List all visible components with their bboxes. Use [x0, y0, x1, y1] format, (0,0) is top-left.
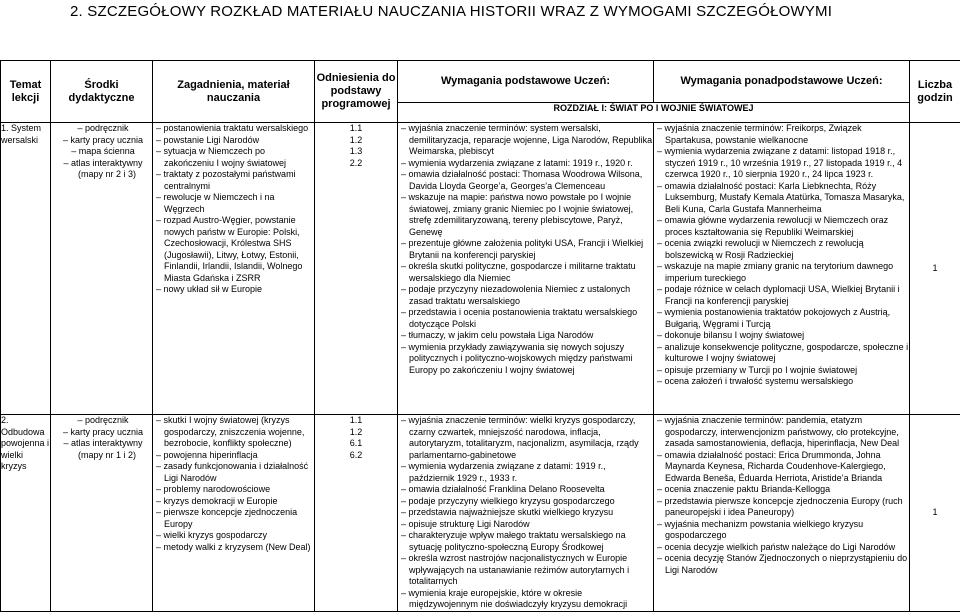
- header-basic: Wymagania podstawowe Uczeń:: [398, 61, 654, 103]
- teaching-aids: [51, 415, 153, 612]
- requirement-item: – dokonuje bilansu I wojny światowej: [654, 330, 909, 342]
- issue-item: – kryzys demokracji w Europie: [153, 496, 314, 508]
- requirement-item: – opisuje strukturę Ligi Narodów: [398, 519, 653, 531]
- requirement-item: – omawia działalność postaci: Erica Drummonda, Johna Maynarda Keynesa, Richarda Coudenhove-Kalergiego, Edwarda Beneša, Éduarda Herriota, Aristide’a Brianda: [654, 450, 909, 485]
- requirement-item: – wskazuje na mapie zmiany granic na terytorium dawnego imperium tureckiego: [654, 261, 909, 284]
- aid-item: – mapa ścienna: [51, 146, 152, 158]
- requirement-item: – przedstawia i ocenia postanowienia traktatu wersalskiego dotyczące Polski: [398, 307, 653, 330]
- header-topic: Temat lekcji: [1, 61, 51, 123]
- requirement-item: – wyjaśnia mechanizm powstania wielkiego kryzysu gospodarczego: [654, 519, 909, 542]
- table-row: [1, 123, 960, 415]
- requirement-item: – omawia działalność Franklina Delano Roosevelta: [398, 484, 653, 496]
- issue-item: – wielki kryzys gospodarczy: [153, 530, 314, 542]
- requirement-item: – podaje różnice w celach dyplomacji USA, Wielkiej Brytanii i Francji na konferencji paryskiej: [654, 284, 909, 307]
- issue-item: – powstanie Ligi Narodów: [153, 135, 314, 147]
- requirement-item: – ocena założeń i trwałość systemu wersalskiego: [654, 376, 909, 388]
- aid-item: – atlas interaktywny (mapy nr 2 i 3): [51, 158, 152, 181]
- requirement-item: – opisuje przemiany w Turcji po I wojnie światowej: [654, 365, 909, 377]
- issue-item: – skutki I wojny światowej (kryzys gospodarczy, zniszczenia wojenne, bezrobocie, konflikty społeczne): [153, 415, 314, 450]
- ref-item: 1.2: [315, 135, 397, 147]
- header-issues: Zagadnienia, materiał nauczania: [153, 61, 315, 123]
- requirement-item: – wymienia wydarzenia związane z datami: 1919 r., październik 1929 r., 1933 r.: [398, 461, 653, 484]
- basic-requirements: [398, 415, 654, 612]
- issue-item: – rozpad Austro-Węgier, powstanie nowych państw w Europie: Polski, Czechosłowacji, Królestwa SHS (Jugosławii), Litwy, Łotwy, Estonii, Finlandii, Irlandii, Islandii, Wolnego Miasta Gdańska i ZSRR: [153, 215, 314, 284]
- requirement-item: – podaje przyczyny wielkiego kryzysu gospodarczego: [398, 496, 653, 508]
- hours-count: 1: [910, 123, 960, 415]
- hours-count: 1: [910, 415, 960, 612]
- issue-item: – metody walki z kryzysem (New Deal): [153, 542, 314, 554]
- ref-item: 1.2: [315, 427, 397, 439]
- requirement-item: – omawia działalność postaci: Karla Liebknechta, Róży Luksemburg, Mustafy Kemala Atatürka, Tomasza Masaryka, Beli Kuna, Carla Gustafa Mannerheima: [654, 181, 909, 216]
- issue-item: – traktaty z pozostałymi państwami centralnymi: [153, 169, 314, 192]
- ref-item: 1.3: [315, 146, 397, 158]
- issue-item: – pierwsze koncepcje zjednoczenia Europy: [153, 507, 314, 530]
- issue-item: – rewolucje w Niemczech i na Węgrzech: [153, 192, 314, 215]
- requirement-item: – charakteryzuje wpływ małego traktatu wersalskiego na sytuację polityczno-społeczną Europy Środkowej: [398, 530, 653, 553]
- curriculum-refs: [315, 123, 398, 415]
- lesson-topic: 1. System wersalski: [1, 123, 51, 415]
- ref-item: 1.1: [315, 123, 397, 135]
- issue-item: – powojenna hiperinflacja: [153, 450, 314, 462]
- ref-item: 1.1: [315, 415, 397, 427]
- requirement-item: – omawia działalność postaci: Thomasa Woodrowa Wilsona, Davida Lloyda George’a, Georges’a Clemenceau: [398, 169, 653, 192]
- requirement-item: – wskazuje na mapie: państwa nowo powstałe po I wojnie światowej, zmiany granic Niemiec po I wojnie światowej, strefę zdemilitaryzowaną, tereny plebiscytowe, Paryż, Genewę: [398, 192, 653, 238]
- aid-item: – karty pracy ucznia: [51, 135, 152, 147]
- header-aids: Środki dydaktyczne: [51, 61, 153, 123]
- requirement-item: – wymienia postanowienia traktatów pokojowych z Austrią, Bułgarią, Węgrami i Turcją: [654, 307, 909, 330]
- advanced-requirements: [654, 123, 910, 415]
- issue-item: – problemy narodowościowe: [153, 484, 314, 496]
- aid-item: – atlas interaktywny (mapy nr 1 i 2): [51, 438, 152, 461]
- header-row: [1, 61, 960, 103]
- requirement-item: – tłumaczy, w jakim celu powstała Liga Narodów: [398, 330, 653, 342]
- issue-item: – nowy układ sił w Europie: [153, 284, 314, 296]
- requirement-item: – przedstawia najważniejsze skutki wielkiego kryzysu: [398, 507, 653, 519]
- requirement-item: – wymienia wydarzenia związane z datami: listopad 1918 r., styczeń 1919 r., 10 września 1919 r., 27 listopada 1919 r., 4 czerwca 1920 r., 10 sierpnia 1920 r., 24 lipca 1923 r.: [654, 146, 909, 181]
- requirement-item: – wyjaśnia znaczenie terminów: Freikorps, Związek Spartakusa, powstanie wielkanocne: [654, 123, 909, 146]
- issue-item: – postanowienia traktatu wersalskiego: [153, 123, 314, 135]
- teaching-aids: [51, 123, 153, 415]
- requirement-item: – przedstawia pierwsze koncepcje zjednoczenia Europy (ruch paneuropejski i idea Paneuropy): [654, 496, 909, 519]
- requirement-item: – analizuje konsekwencje polityczne, gospodarcze, społeczne i kulturowe I wojny światowej: [654, 342, 909, 365]
- requirement-item: – prezentuje główne założenia polityki USA, Francji i Wielkiej Brytanii na konferencji paryskiej: [398, 238, 653, 261]
- requirement-item: – wyjaśnia znaczenie terminów: wielki kryzys gospodarczy, czarny czwartek, mniejszość narodowa, inflacja, autorytaryzm, totalitaryzm, nacjonalizm, asymilacja, rządy parlamentarno-gabinetowe: [398, 415, 653, 461]
- issue-item: – sytuacja w Niemczech po zakończeniu I wojny światowej: [153, 146, 314, 169]
- curriculum-refs: [315, 415, 398, 612]
- requirement-item: – wymienia kraje europejskie, które w okresie międzywojennym nie doświadczyły kryzysu demokracji: [398, 588, 653, 611]
- requirement-item: – ocenia decyzje wielkich państw należące do Ligi Narodów: [654, 542, 909, 554]
- requirement-item: – ocenia związki rewolucji w Niemczech z rewolucją bolszewicką w Rosji Radzieckiej: [654, 238, 909, 261]
- basic-requirements: [398, 123, 654, 415]
- ref-item: 6.2: [315, 450, 397, 462]
- requirement-item: – ocenia znaczenie paktu Brianda-Kellogga: [654, 484, 909, 496]
- curriculum-table: [0, 60, 960, 612]
- requirement-item: – wymienia przykłady zawiązywania się nowych sojuszy politycznych i polityczno-wojskowych między państwami Europy po zakończeniu I wojny światowej: [398, 342, 653, 377]
- requirement-item: – podaje przyczyny niezadowolenia Niemiec z ustalonych zasad traktatu wersalskiego: [398, 284, 653, 307]
- advanced-requirements: [654, 415, 910, 612]
- page-title: 2. SZCZEGÓŁOWY ROZKŁAD MATERIAŁU NAUCZANIA HISTORII WRAZ Z WYMOGAMI SZCZEGÓŁOWYMI: [70, 3, 832, 20]
- requirement-item: – omawia główne wydarzenia rewolucji w Niemczech oraz proces kształtowania się Republiki Weimarskiej: [654, 215, 909, 238]
- table-row: [1, 415, 960, 612]
- requirement-item: – wyjaśnia znaczenie terminów: system wersalski, demilitaryzacja, reparacje wojenne, Liga Narodów, Republika Weimarska, plebiscyt: [398, 123, 653, 158]
- issues-list: [153, 415, 315, 612]
- section-title: ROZDZIAŁ I: ŚWIAT PO I WOJNIE ŚWIATOWEJ: [398, 103, 910, 123]
- aid-item: – karty pracy ucznia: [51, 427, 152, 439]
- issues-list: [153, 123, 315, 415]
- header-advanced: Wymagania ponadpodstawowe Uczeń:: [654, 61, 910, 103]
- requirement-item: – wymienia wydarzenia związane z latami: 1919 r., 1920 r.: [398, 158, 653, 170]
- ref-item: 2.2: [315, 158, 397, 170]
- ref-item: 6.1: [315, 438, 397, 450]
- requirement-item: – określa skutki polityczne, gospodarcze i militarne traktatu wersalskiego dla Niemiec: [398, 261, 653, 284]
- header-hours: Liczba godzin: [910, 61, 960, 123]
- issue-item: – zasady funkcjonowania i działalność Ligi Narodów: [153, 461, 314, 484]
- aid-item: – podręcznik: [51, 415, 152, 427]
- aid-item: – podręcznik: [51, 123, 152, 135]
- lesson-topic: 2. Odbudowa powojenna i wielki kryzys: [1, 415, 51, 612]
- requirement-item: – ocenia decyzję Stanów Zjednoczonych o nieprzystąpieniu do Ligi Narodów: [654, 553, 909, 576]
- header-refs: Odniesienia do podstawy programowej: [315, 61, 398, 123]
- requirement-item: – określa wzrost nastrojów nacjonalistycznych w Europie wpływających na ustanawianie reżimów autorytarnych i totalitarnych: [398, 553, 653, 588]
- requirement-item: – wyjaśnia znaczenie terminów: pandemia, etatyzm gospodarczy, interwencjonizm państwowy, cło protekcyjne, zasada samostanowienia, deflacja, hiperinflacja, New Deal: [654, 415, 909, 450]
